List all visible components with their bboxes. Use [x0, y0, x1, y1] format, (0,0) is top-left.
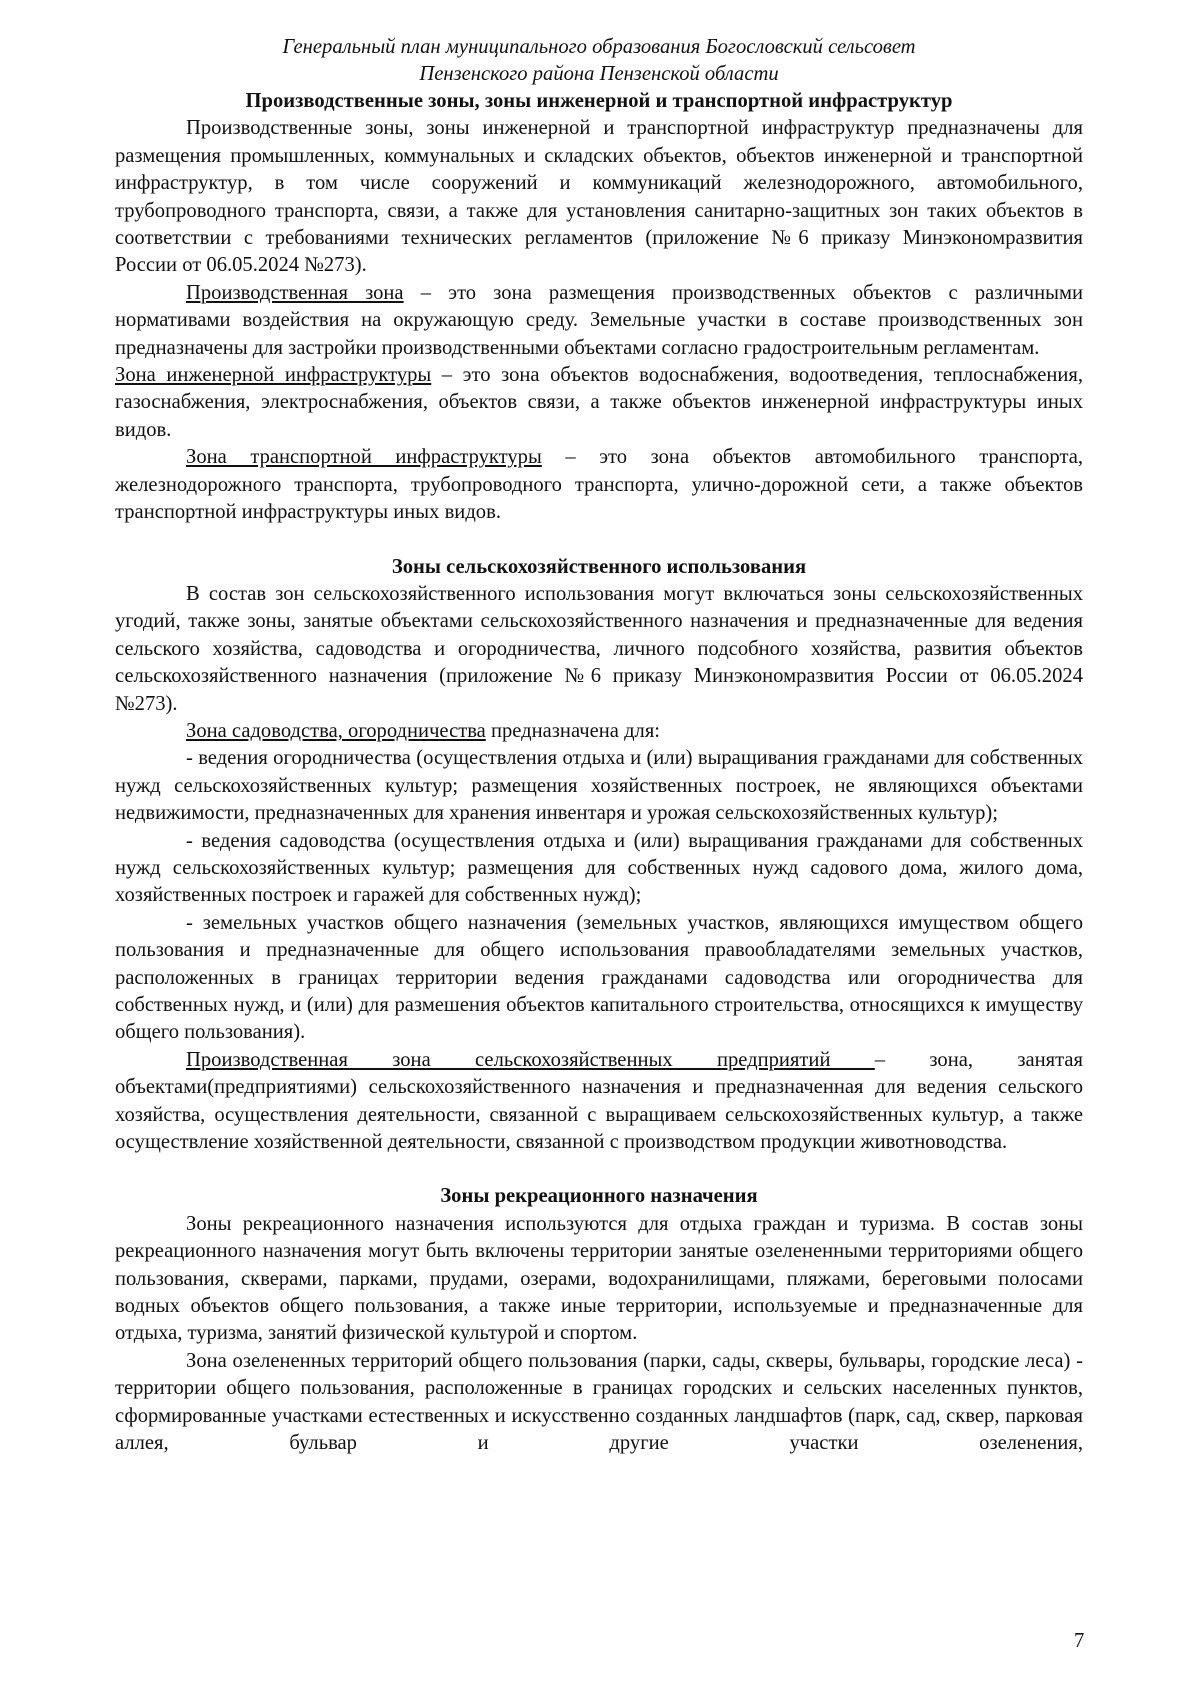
paragraph: [115, 362, 1083, 444]
term-engineering-zone: Зона инженерной инфраструктуры: [115, 364, 432, 387]
list-item: - земельных участков общего назначения (земельных участков, являющихся имуществом общего пользования и предназначенные для общего использования правообладателями земельных участков, расположенных в границах территории ведения гражданами садоводства или огородничества для собственных нужд, и (или) для размешения объектов капитального строительства, относящихся к имуществу общего пользования).: [115, 911, 1083, 1044]
section-gap: [115, 1156, 1083, 1183]
paragraph: [115, 718, 1083, 745]
paragraph-text: – это зона объектов водоснабжения, водоотведения, теплоснабжения, газоснабжения, электроснабжения, объектов связи, а также объектов инженерной инфраструктуры иных видов.: [115, 364, 1084, 441]
paragraph-text: – зона, занятая объектами(предприятиями) сельскохозяйственного назначения и предназначенная для ведения сельского хозяйства, осуществления деятельности, связанной с выращиваем сельскохозяйственных культур, а также осуществление хозяйственной деятельности, связанной с производством продукции животноводства.: [115, 1048, 1083, 1154]
header-line-1: Генеральный план муниципального образования Богословский сельсовет: [282, 36, 916, 58]
paragraph: [115, 1047, 1083, 1157]
paragraph: В состав зон сельскохозяйственного использования могут включаться зоны сельскохозяйственных угодий, также зоны, занятые объектами сельскохозяйственного назначения и предназначенные для ведения сельского хозяйства, садоводства и огородничества, личного подсобного хозяйства, развития объектов сельскохозяйственного назначения (приложение №6 приказу Минэкономразвития России от 06.05.2024 №273).: [115, 582, 1083, 715]
paragraph: Зоны рекреационного назначения используются для отдыха граждан и туризма. В состав зоны рекреационного назначения могут быть включены территории занятые озелененными территориями общего пользования, скверами, парками, прудами, озерами, водохранилищами, пляжами, береговыми полосами водных объектов общего пользования, а также иные территории, используемые и предназначенные для отдыха, туризма, занятий физической культурой и спортом.: [115, 1212, 1083, 1345]
document-page: [115, 34, 1083, 1458]
list-item: - ведения огородничества (осуществления отдыха и (или) выращивания гражданами для собственных нужд сельскохозяйственных культур; размещения хозяйственных построек, не являющихся объектами недвижимости, предназначенных для хранения инвентаря и урожая сельскохозяйственных культур);: [115, 747, 1083, 825]
header-line-2: Пензенского района Пензенской области: [419, 63, 779, 85]
section-title-recreation: Зоны рекреационного назначения: [440, 1185, 758, 1208]
term-transport-zone: Зона транспортной инфраструктуры: [186, 446, 542, 469]
list-item: - ведения садоводства (осуществления отдыха и (или) выращивания гражданами для собственных нужд сельскохозяйственных культур; размещения для собственных нужд садового дома, жилого дома, хозяйственных построек и гаражей для собственных нужд);: [115, 829, 1083, 907]
term-agri-production-zone: Производственная зона сельскохозяйственных предприятий: [186, 1048, 875, 1071]
section-title-agriculture: Зоны сельскохозяйственного использования: [391, 555, 807, 578]
document-header: [115, 34, 1083, 88]
section-gap: [115, 527, 1083, 554]
section-title-production: Производственные зоны, зоны инженерной и транспортной инфраструктур: [245, 90, 953, 112]
paragraph-text: предназначена для:: [485, 719, 661, 742]
paragraph-text: – это зона размещения производственных объектов с различными нормативами воздействия на окружающую среду. Земельные участки в составе производственных зон предназначены для застройки производственными объектами согласно градостроительным регламентам.: [115, 281, 1083, 359]
term-production-zone: Производственная зона: [186, 281, 404, 304]
paragraph: Зона озелененных территорий общего пользования (парки, сады, скверы, бульвары, городские леса) - территории общего пользования, расположенные в границах городских и сельских населенных пунктов, сформированные участками естественных и искусственно созданных ландшафтов (парк, сад, сквер, парковая аллея, бульвар и другие участки озеленения,: [115, 1349, 1083, 1455]
paragraph-text: – это зона объектов автомобильного транспорта, железнодорожного транспорта, трубопроводного транспорта, улично-дорожной сети, а также объектов транспортной инфраструктуры иных видов.: [115, 446, 1083, 524]
paragraph: [115, 280, 1083, 362]
paragraph: [115, 444, 1083, 526]
term-garden-zone: Зона садоводства, огородничества: [186, 719, 486, 742]
page-number: 7: [1074, 1630, 1085, 1652]
paragraph: Производственные зоны, зоны инженерной и транспортной инфраструктур предназначены для размещения промышленных, коммунальных и складских объектов, объектов инженерной и транспортной инфраструктур, в том числе сооружений и коммуникаций железнодорожного, автомобильного, трубопроводного транспорта, связи, а также для установления санитарно-защитных зон таких объектов в соответствии с требованиями технических регламентов (приложение №6 приказу Минэкономразвития России от 06.05.2024 №273).: [115, 117, 1083, 277]
